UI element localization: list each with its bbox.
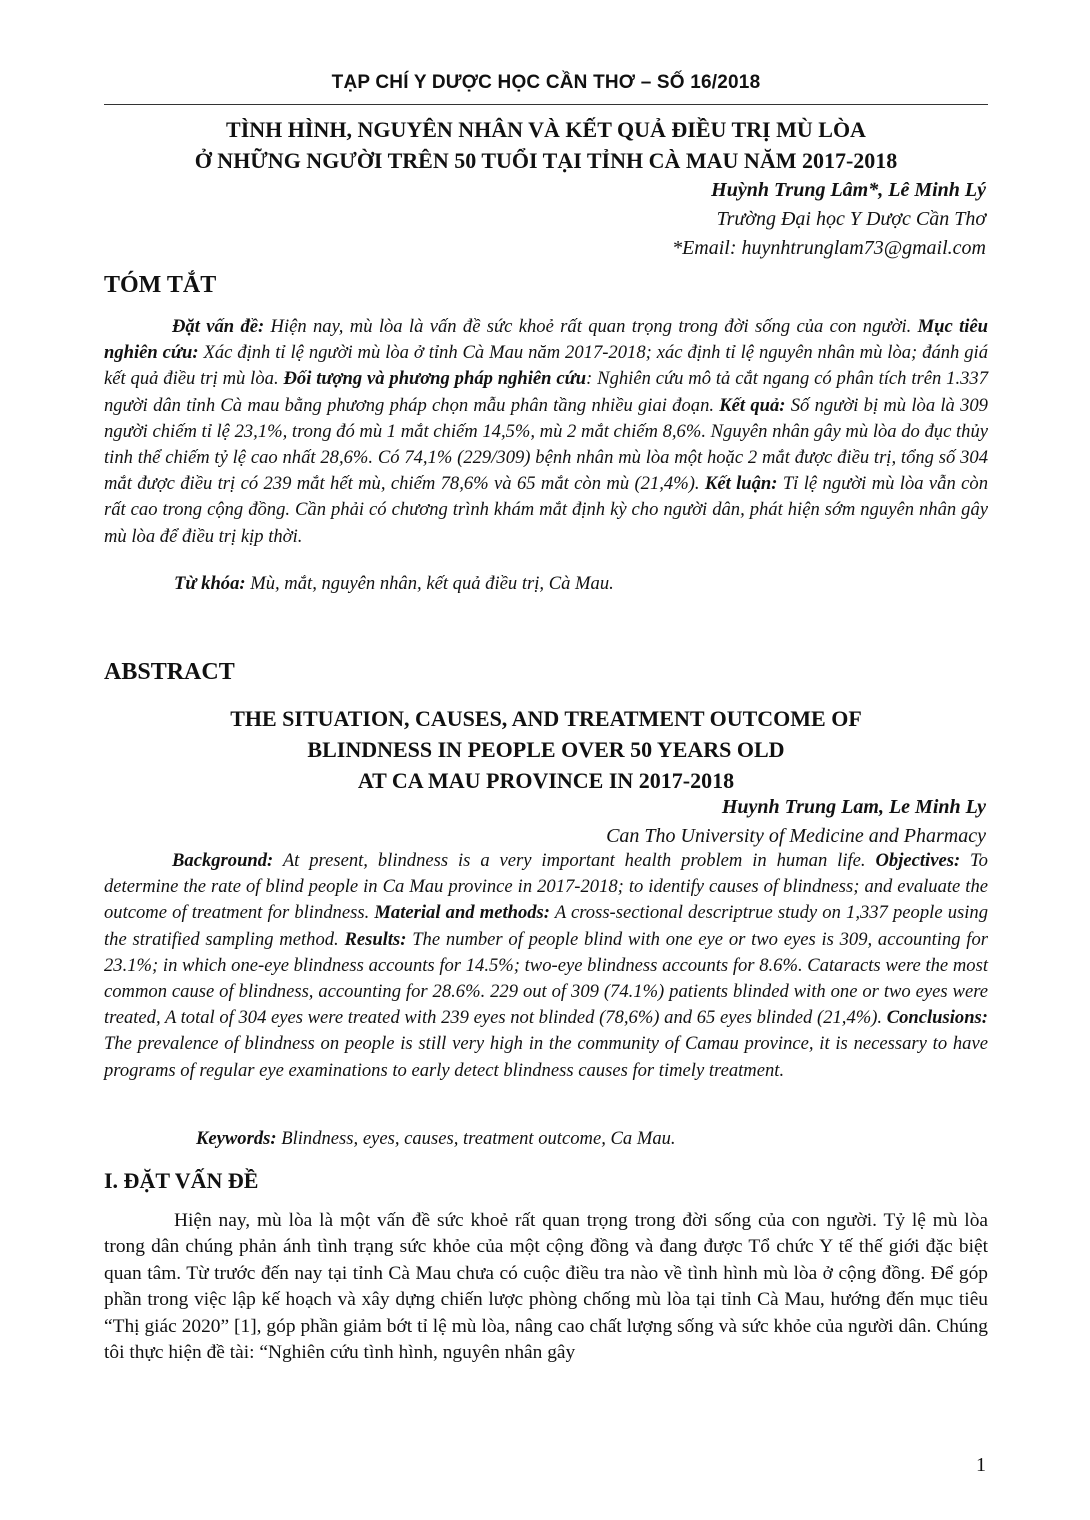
author-email: *Email: huynhtrunglam73@gmail.com xyxy=(672,237,986,259)
abstract-paragraph xyxy=(104,848,988,1084)
abstract-label-results: Results: xyxy=(344,928,407,950)
abstract-keywords xyxy=(196,1128,676,1150)
summary-keywords-label: Từ khóa: xyxy=(174,573,246,594)
summary-text-objectives: Xác định tỉ lệ người mù lòa ở tỉnh Cà Mau năm 2017-2018; xác định tỉ lệ nguyên nhân mù lòa; đánh giá kết quả điều trị mù lòa. xyxy=(104,342,988,390)
abstract-text-methods: A cross-sectional descriptrue study on 1,337 people using the stratified sampling method. xyxy=(104,902,989,950)
english-author-block xyxy=(606,793,986,851)
summary-text-background: Hiện nay, mù lòa là vấn đề sức khoẻ rất quan trọng trong đời sống của con người. xyxy=(264,316,918,337)
summary-keywords-text: Mù, mắt, nguyên nhân, kết quả điều trị, Cà Mau. xyxy=(245,573,614,594)
abstract-text-objectives: To determine the rate of blind people in Ca Mau province in 2017-2018; to identify causes of blindness; and evaluate the outcome of treatment for blindness. xyxy=(104,850,988,924)
summary-text-methods: : Nghiên cứu mô tả cắt ngang có phân tích trên 1.337 người dân tỉnh Cà mau bằng phương pháp chọn mẫu phân tầng nhiều giai đoạn. xyxy=(104,368,988,416)
vietnamese-affiliation: Trường Đại học Y Dược Cần Thơ xyxy=(716,208,986,230)
vietnamese-title-line-2: Ở NHỮNG NGƯỜI TRÊN 50 TUỔI TẠI TỈNH CÀ MAU NĂM 2017-2018 xyxy=(194,148,898,173)
english-authors: Huynh Trung Lam, Le Minh Ly xyxy=(721,796,986,818)
vietnamese-authors: Huỳnh Trung Lâm*, Lê Minh Lý xyxy=(711,179,986,201)
english-affiliation: Can Tho University of Medicine and Pharmacy xyxy=(606,825,986,847)
english-title-line-2: BLINDNESS IN PEOPLE OVER 50 YEARS OLD xyxy=(307,737,785,762)
section-1-body: Hiện nay, mù lòa là một vấn đề sức khoẻ rất quan trọng trong đời sống của con người. Tỷ lệ mù lòa trong dân chúng phản ánh tình trạng sức khỏe của một cộng đồng và đang được Tổ chức Y tế thế giới đặc biệt quan tâm. Từ trước đến nay tại tỉnh Cà Mau chưa có cuộc điều tra nào về tình hình mù lòa ở cộng đồng. Để góp phần trong việc lập kế hoạch và xây dựng chiến lược phòng chống mù lòa tại tỉnh Cà Mau, hướng đến mục tiêu “Thị giác 2020” [1], góp phần giảm bớt tỉ lệ mù lòa, nâng cao chất lượng sống và sức khỏe của người dân. Chúng tôi thực hiện đề tài: “Nghiên cứu tình hình, nguyên nhân gây xyxy=(104,1210,988,1364)
abstract-label-background: Background: xyxy=(172,850,274,871)
summary-label-objectives: Mục tiêu nghiên cứu: xyxy=(104,316,988,364)
summary-text-results: Số người bị mù lòa là 309 người chiếm tỉ lệ 23,1%, trong đó mù 1 mắt chiếm 14,5%, mù 2 mắt chiếm 8,6%. Nguyên nhân gây mù lòa do đục thủy tinh thể chiếm tỷ lệ cao nhất 28,6%. Có 74,1% (229/309) bệnh nhân mù lòa một hoặc 2 mắt được điều trị, tổng số 304 mắt được điều trị có 239 mắt hết mù, chiếm 78,6% và 65 mắt còn mù (21,4%). xyxy=(104,394,988,495)
summary-label-results: Kết quả: xyxy=(719,394,786,416)
abstract-keywords-label: Keywords: xyxy=(196,1128,277,1149)
abstract-text-results: The number of people blind with one eye or two eyes is 309, accounting for 23.1%; in which one-eye blindness accounts for 14.5%; two-eye blindness accounts for 8.6%. Cataracts were the most common cause of blindness, accounting for 28.6%. 229 out of 309 (74.1%) patients blinded with one or two eyes were treated, A total of 304 eyes were treated with 239 eyes not blinded (78,6%) and 65 eyes blinded (21,4%). xyxy=(104,928,988,1029)
summary-keywords xyxy=(174,573,614,595)
vietnamese-title-line-1: TÌNH HÌNH, NGUYÊN NHÂN VÀ KẾT QUẢ ĐIỀU TRỊ MÙ LÒA xyxy=(226,117,866,142)
abstract-label-conclusions: Conclusions: xyxy=(886,1007,988,1029)
summary-label-conclusion: Kết luận: xyxy=(704,473,778,495)
abstract-label-objectives: Objectives: xyxy=(875,850,961,871)
english-title xyxy=(104,703,988,796)
summary-paragraph xyxy=(104,314,988,550)
summary-label-methods: Đối tượng và phương pháp nghiên cứu xyxy=(283,368,587,390)
abstract-text-background: At present, blindness is a very important health problem in human life. xyxy=(273,850,876,871)
summary-heading: TÓM TẮT xyxy=(104,272,217,298)
english-title-line-3: AT CA MAU PROVINCE IN 2017-2018 xyxy=(357,768,735,793)
abstract-keywords-text: Blindness, eyes, causes, treatment outcome, Ca Mau. xyxy=(276,1128,676,1149)
journal-header: TẠP CHÍ Y DƯỢC HỌC CẦN THƠ – SỐ 16/2018 xyxy=(331,72,761,93)
vietnamese-author-block xyxy=(672,176,986,263)
abstract-heading: ABSTRACT xyxy=(104,659,235,685)
header-divider xyxy=(104,104,988,105)
section-1-heading: I. ĐẶT VẤN ĐỀ xyxy=(104,1168,259,1193)
summary-text-conclusion: Tỉ lệ người mù lòa vẫn còn rất cao trong cộng đồng. Cần phải có chương trình khám mắt định kỳ cho người dân, phát hiện sớm nguyên nhân gây mù lòa để điều trị kịp thời. xyxy=(104,473,988,547)
english-title-line-1: THE SITUATION, CAUSES, AND TREATMENT OUTCOME OF xyxy=(230,706,862,731)
abstract-text-conclusions: The prevalence of blindness on people is still very high in the community of Camau province, it is necessary to have programs of regular eye examinations to early detect blindness causes for timely treatment. xyxy=(104,1033,988,1081)
vietnamese-title xyxy=(104,114,988,176)
abstract-label-methods: Material and methods: xyxy=(374,902,550,924)
page-number: 1 xyxy=(976,1454,986,1476)
summary-label-background: Đặt vấn đề: xyxy=(172,316,265,337)
